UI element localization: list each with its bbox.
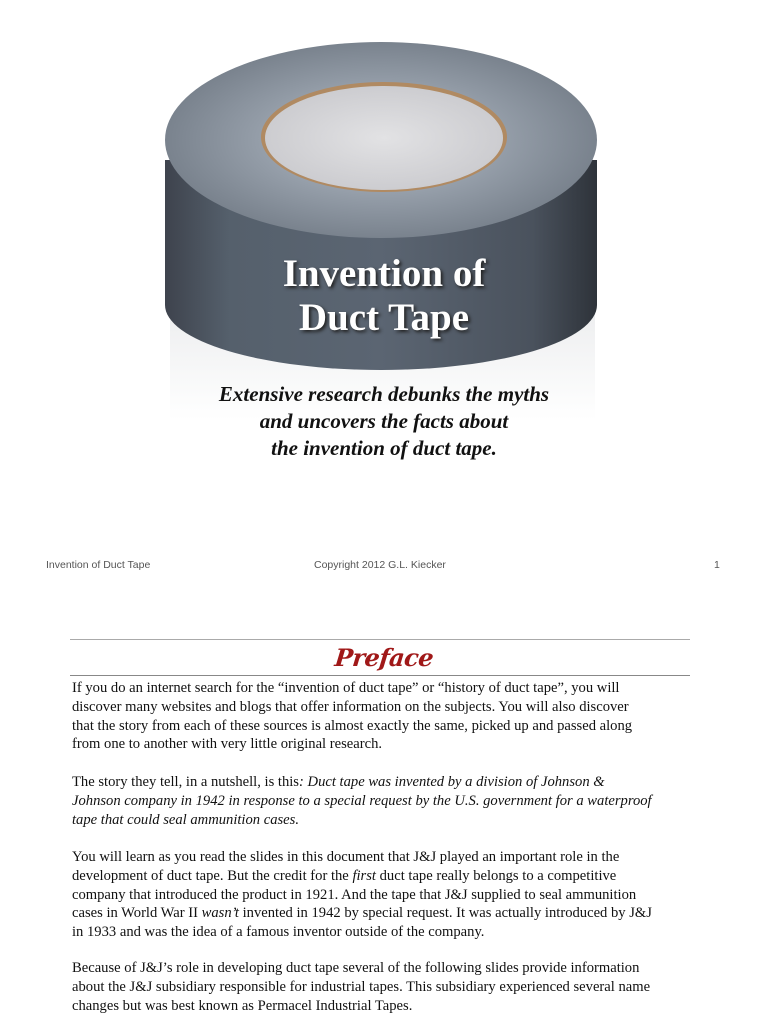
text-line: discover many websites and blogs that offer information on the subjects. You will also discover [72, 698, 629, 715]
footer-title: Invention of Duct Tape [46, 559, 151, 571]
text-run: Duct tape was invented by a division of Johnson & [303, 774, 605, 790]
text-line: company that introduced the product in 1921. And the tape that J&J supplied to seal ammunition [72, 886, 637, 903]
text-run: cases in World War II [72, 905, 202, 922]
text-line: You will learn as you read the slides in this document that J&J played an important role in the [72, 849, 620, 865]
cover-title-line: Duct Tape [298, 296, 470, 339]
divider [70, 639, 690, 640]
text-run: wasn’t [201, 905, 239, 922]
text-line: Johnson company in 1942 in response to a special request by the U.S. government for a waterproof [72, 792, 652, 809]
subtitle-line: and uncovers the facts about [259, 409, 509, 433]
paragraph-4 [72, 959, 650, 1015]
cover-title-line: Invention of [282, 252, 486, 295]
text-run: duct tape really belongs to a competitive [375, 867, 617, 884]
text-run: development of duct tape. But the credit for the [72, 867, 353, 884]
text-line: from one to another with very little original research. [72, 736, 383, 753]
text-line: that the story from each of these sources is almost exactly the same, picked up and passed along [72, 717, 633, 734]
text-line [72, 904, 652, 923]
text-line: Because of J&J’s role in developing duct tape several of the following slides provide information [72, 960, 640, 976]
text-line: about the J&J subsidiary responsible for industrial tapes. This subsidiary experienced several name [72, 978, 651, 995]
text-line: in 1933 and was the idea of a famous inventor outside of the company. [72, 924, 485, 941]
text-line: If you do an internet search for the “invention of duct tape” or “history of duct tape”, you will [72, 680, 620, 696]
text-run: : [299, 774, 304, 790]
section-heading: Preface [333, 643, 435, 672]
footer-copyright: Copyright 2012 G.L. Kiecker [314, 559, 446, 571]
divider [70, 675, 690, 676]
text-line: changes but was best known as Permacel Industrial Tapes. [72, 997, 413, 1014]
text-run: first [352, 867, 376, 884]
paragraph-3 [72, 848, 652, 942]
subtitle-line: Extensive research debunks the myths [218, 382, 550, 406]
text-run: The story they tell, in a nutshell, is this [72, 774, 299, 790]
cover-title [0, 252, 768, 340]
text-run: invented in 1942 by special request. It was actually introduced by J&J [238, 905, 652, 922]
cover-subtitle [0, 381, 768, 462]
text-line [72, 867, 652, 886]
text-line [72, 773, 652, 792]
page-number: 1 [714, 559, 720, 571]
paragraph-2 [72, 773, 652, 829]
subtitle-line: the invention of duct tape. [271, 436, 497, 460]
paragraph-1 [72, 679, 632, 754]
text-line: tape that could seal ammunition cases. [72, 811, 299, 828]
